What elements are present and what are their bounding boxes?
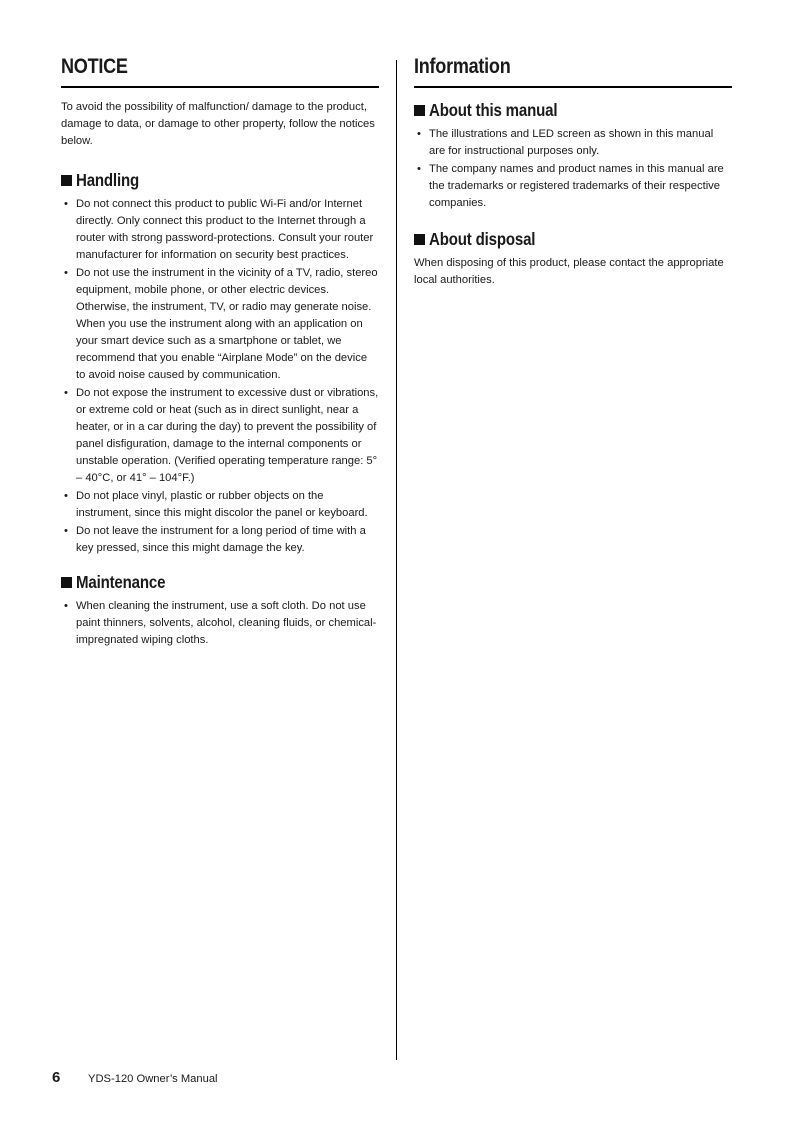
square-bullet-icon [61,175,72,186]
notice-intro: To avoid the possibility of malfunction/ damage to the product, damage to data, or damage to other property, follow the notices below. [61,101,375,147]
manual-name: YDS-120 Owner’s Manual [88,1073,218,1085]
page-footer [52,1069,218,1089]
notice-title: NOTICE [61,55,128,78]
square-bullet-icon [61,577,72,588]
about-disposal-heading: About disposal [414,228,732,250]
information-title-rule [414,86,732,88]
list-item: • Do not use the instrument in the vicinity of a TV, radio, stereo equipment, mobile phone, or other electric devices. Otherwise, the instrument, TV, or radio may generate noise. When you use the instrument along with an application on your smart device such as a smartphone or tablet, we recommend that you enable “Airplane Mode” on the device to avoid noise caused by communication. [64,267,378,381]
page-number: 6 [52,1069,61,1086]
handling-list [61,196,379,557]
handling-heading: Handling [61,169,379,191]
information-content [414,99,732,289]
list-item: • Do not connect this product to public Wi-Fi and/or Internet directly. Only connect this product to the Internet through a router with strong password-protections. Consult your router manufacturer for information on security best practices. [64,198,374,261]
list-item: • Do not place vinyl, plastic or rubber objects on the instrument, since this might discolor the panel or keyboard. [64,490,368,519]
square-bullet-icon [414,105,425,116]
about-disposal-text: When disposing of this product, please contact the appropriate local authorities. [414,257,724,286]
square-bullet-icon [414,234,425,245]
about-manual-heading: About this manual [414,99,732,121]
maintenance-list [61,598,379,649]
about-manual-list [414,126,732,212]
information-title: Information [414,55,511,78]
column-divider [396,60,397,1060]
list-item: • The illustrations and LED screen as shown in this manual are for instructional purposes only. [417,128,714,157]
list-item: • The company names and product names in this manual are the trademarks or registered trademarks of their respective companies. [417,163,724,209]
notice-title-rule [61,86,379,88]
list-item: • When cleaning the instrument, use a soft cloth. Do not use paint thinners, solvents, alcohol, cleaning fluids, or chemical-impregnated wiping cloths. [64,600,377,646]
list-item: • Do not expose the instrument to excessive dust or vibrations, or extreme cold or heat (such as in direct sunlight, near a heater, or in a car during the day) to prevent the possibility of panel disfiguration, damage to the internal components or unstable operation. (Verified operating temperature range: 5° – 40°C, or 41° – 104°F.) [64,387,379,484]
notice-content [61,99,379,650]
list-item: • Do not leave the instrument for a long period of time with a key pressed, since this might damage the key. [64,525,366,554]
maintenance-heading: Maintenance [61,571,379,593]
